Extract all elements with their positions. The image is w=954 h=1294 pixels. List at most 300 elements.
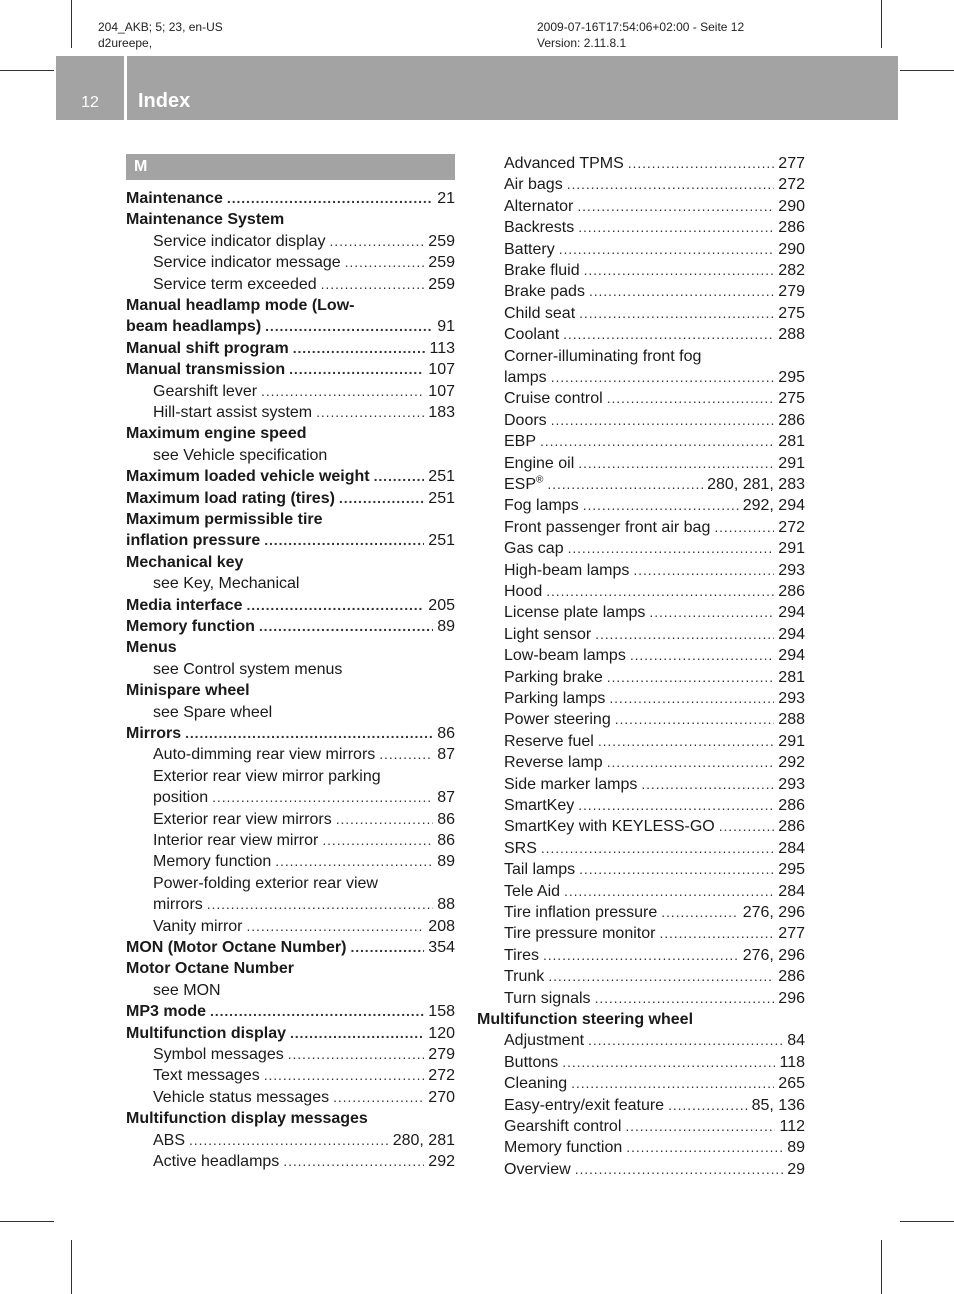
entry-label: Corner-illuminating front fog — [504, 347, 702, 365]
crop-mark — [881, 1240, 882, 1294]
index-sub-entry — [153, 766, 455, 787]
index-sub-entry — [504, 410, 805, 431]
entry-page-reference: 120 — [428, 1024, 455, 1042]
index-sub-entry — [153, 1151, 455, 1172]
entry-label: Battery — [504, 240, 555, 258]
entry-label: Parking brake — [504, 668, 603, 686]
index-sub-entry — [504, 709, 805, 730]
leader-dots — [625, 1116, 775, 1137]
entry-page-reference: 107 — [428, 382, 455, 400]
index-sub-entry — [153, 916, 455, 937]
index-sub-entry — [504, 196, 805, 217]
entry-page-reference: 183 — [428, 404, 455, 421]
index-sub-entry — [504, 217, 805, 238]
leader-dots — [547, 474, 703, 495]
leader-dots — [551, 410, 775, 431]
entry-label: SmartKey with KEYLESS-GO — [504, 818, 715, 836]
entry-page-reference: 89 — [437, 618, 455, 635]
index-sub-entry — [504, 153, 805, 174]
entry-label: Mechanical key — [126, 553, 244, 571]
entry-label: Adjustment — [504, 1032, 585, 1050]
entry-label: Tire inflation pressure — [504, 904, 658, 921]
leader-dots — [595, 624, 774, 645]
index-sub-entry — [504, 1159, 805, 1180]
entry-page-reference: 290 — [778, 197, 805, 215]
leader-dots — [579, 303, 774, 324]
entry-label: MP3 mode — [126, 1003, 207, 1021]
entry-label: Power steering — [504, 711, 611, 729]
entry-label: Maximum load rating (tires) — [126, 489, 335, 507]
leader-dots — [210, 1001, 424, 1022]
entry-page-reference: 88 — [437, 896, 455, 914]
entry-page-reference: 294 — [778, 604, 805, 622]
entry-label: Memory function — [126, 618, 255, 635]
entry-page-reference: 291 — [778, 540, 805, 558]
entry-page-reference: 87 — [437, 746, 455, 764]
entry-page-reference: 281 — [778, 433, 805, 451]
entry-label: Maximum loaded vehicle weight — [126, 468, 370, 486]
entry-label: Reverse lamp — [504, 754, 603, 772]
entry-label: Active headlamps — [153, 1153, 280, 1170]
index-sub-entry — [504, 688, 805, 709]
leader-dots — [374, 466, 425, 487]
page-number: 12 — [81, 94, 99, 111]
index-sub-entry — [504, 945, 805, 966]
entry-page-reference: 294 — [778, 647, 805, 665]
leader-dots — [668, 1095, 748, 1116]
entry-page-reference: 86 — [437, 810, 455, 828]
entry-label: Overview — [504, 1160, 571, 1178]
entry-page-reference: 276, 296 — [742, 904, 805, 921]
index-sub-entry — [153, 851, 455, 872]
leader-dots — [379, 744, 433, 765]
entry-label: Menus — [126, 639, 177, 657]
leader-dots — [339, 488, 424, 509]
index-sub-entry — [504, 367, 805, 388]
entry-label: Service indicator display — [153, 232, 326, 250]
leader-dots — [577, 196, 774, 217]
entry-page-reference: 282 — [778, 262, 805, 279]
index-sub-entry — [504, 902, 805, 923]
index-sub-entry — [504, 859, 805, 880]
index-sub-entry — [504, 667, 805, 688]
entry-label: position — [153, 789, 209, 807]
entry-label: Minispare wheel — [126, 682, 250, 700]
entry-label: Vanity mirror — [153, 917, 243, 935]
index-sub-entry — [504, 1137, 805, 1158]
entry-page-reference: 118 — [779, 1053, 805, 1071]
entry-page-reference: 286 — [778, 411, 805, 429]
index-main-entry — [477, 1009, 805, 1030]
entry-page-reference: 279 — [428, 1046, 455, 1063]
entry-page-reference: 286 — [778, 219, 805, 237]
index-sub-entry — [504, 988, 805, 1009]
index-sub-entry — [153, 231, 455, 252]
index-sub-entry — [504, 923, 805, 944]
leader-dots — [264, 1065, 425, 1086]
entry-label: inflation pressure — [126, 532, 261, 550]
index-main-entry — [126, 595, 455, 616]
leader-dots — [641, 774, 774, 795]
index-main-entry — [126, 188, 455, 209]
entry-label: Vehicle status messages — [153, 1088, 330, 1106]
entry-page-reference: 286 — [778, 968, 805, 986]
index-main-entry — [126, 209, 455, 230]
leader-dots — [588, 1030, 783, 1051]
index-sub-entry — [504, 731, 805, 752]
leader-dots — [548, 966, 774, 987]
index-sub-entry — [504, 1030, 805, 1051]
entry-page-reference: 286 — [778, 797, 805, 814]
entry-page-reference: 251 — [428, 489, 455, 507]
leader-dots — [321, 274, 425, 295]
entry-label: Low-beam lamps — [504, 647, 626, 665]
index-sub-entry — [504, 538, 805, 559]
entry-page-reference: 295 — [778, 861, 805, 879]
entry-label: Cleaning — [504, 1075, 568, 1093]
entry-label: Hood — [504, 583, 543, 600]
leader-dots — [227, 188, 433, 209]
index-sub-entry — [504, 816, 805, 837]
leader-dots — [559, 239, 775, 260]
index-main-entry — [126, 338, 455, 359]
entry-page-reference: 272 — [778, 518, 805, 536]
index-sub-entry — [504, 624, 805, 645]
leader-dots — [290, 1023, 424, 1044]
entry-page-reference: 259 — [428, 254, 455, 272]
index-sub-entry — [504, 881, 805, 902]
crop-mark — [900, 1221, 954, 1222]
leader-dots — [564, 881, 774, 902]
entry-label: Hill-start assist system — [153, 404, 313, 421]
entry-page-reference: 294 — [778, 625, 805, 643]
leader-dots — [283, 1151, 424, 1172]
index-sub-entry — [153, 659, 455, 680]
entry-page-reference: 277 — [778, 155, 805, 172]
entry-label: see Spare wheel — [153, 703, 273, 721]
leader-dots — [185, 723, 433, 744]
leader-dots — [589, 281, 774, 302]
entry-page-reference: 290 — [778, 240, 805, 258]
leader-dots — [247, 916, 425, 937]
entry-label: Maintenance System — [126, 211, 285, 229]
entry-label: SRS — [504, 839, 537, 857]
index-sub-entry — [153, 787, 455, 808]
entry-page-reference: 205 — [428, 596, 455, 614]
crop-mark — [881, 0, 882, 48]
entry-page-reference: 112 — [779, 1118, 805, 1135]
entry-label: Auto-dimming rear view mirrors — [153, 746, 376, 764]
index-sub-entry — [504, 602, 805, 623]
entry-label: Manual headlamp mode (Low- — [126, 297, 355, 314]
meta-line: Version: 2.11.8.1 — [537, 36, 627, 50]
index-sub-entry — [504, 346, 805, 367]
leader-dots — [293, 338, 426, 359]
leader-dots — [551, 367, 775, 388]
crop-mark — [71, 0, 72, 48]
index-sub-entry — [153, 274, 455, 295]
entry-page-reference: 291 — [778, 454, 805, 472]
entry-page-reference: 284 — [778, 839, 805, 857]
leader-dots — [633, 560, 774, 581]
entry-label: Alternator — [504, 197, 574, 215]
index-sub-entry — [504, 239, 805, 260]
index-main-entry — [126, 637, 455, 658]
entry-page-reference: 288 — [778, 711, 805, 729]
entry-label: Brake fluid — [504, 262, 580, 279]
index-sub-entry — [153, 402, 455, 423]
leader-dots — [333, 1087, 424, 1108]
index-main-entry — [126, 616, 455, 637]
leader-dots — [259, 616, 433, 637]
entry-label: see Control system menus — [153, 660, 343, 678]
leader-dots — [607, 752, 775, 773]
entry-label: beam headlamps) — [126, 318, 262, 336]
entry-page-reference: 29 — [787, 1160, 805, 1178]
entry-label: Manual transmission — [126, 361, 286, 379]
entry-label: Gearshift control — [504, 1118, 622, 1135]
entry-label: Child seat — [504, 304, 576, 322]
print-meta-right — [537, 19, 744, 51]
index-sub-entry — [153, 573, 455, 594]
index-sub-entry — [504, 281, 805, 302]
leader-dots — [288, 1044, 425, 1065]
index-sub-entry — [153, 873, 455, 894]
leader-dots — [607, 667, 775, 688]
entry-label: Multifunction display — [126, 1024, 286, 1042]
index-sub-entry — [504, 260, 805, 281]
entry-label: Engine oil — [504, 454, 575, 472]
entry-label: License plate lamps — [504, 604, 646, 622]
leader-dots — [595, 988, 775, 1009]
entry-label: Buttons — [504, 1053, 559, 1071]
entry-page-reference: 281 — [778, 668, 805, 686]
entry-label: Service term exceeded — [153, 275, 317, 293]
entry-page-reference: 279 — [778, 283, 805, 301]
entry-page-reference: 208 — [428, 917, 455, 935]
entry-label: ABS — [153, 1131, 186, 1149]
index-sub-entry — [504, 560, 805, 581]
entry-label: Front passenger front air bag — [504, 518, 711, 536]
index-main-entry — [126, 530, 455, 551]
entry-page-reference: 21 — [437, 190, 455, 207]
leader-dots — [628, 153, 775, 174]
entry-label: Advanced TPMS — [504, 155, 624, 172]
crop-mark — [71, 1240, 72, 1294]
entry-label: Turn signals — [504, 989, 591, 1007]
entry-page-reference: 275 — [778, 390, 805, 408]
entry-page-reference: 251 — [428, 532, 455, 550]
entry-page-reference: 280, 281 — [392, 1131, 455, 1149]
leader-dots — [562, 1052, 775, 1073]
entry-page-reference: 354 — [428, 939, 455, 956]
entry-label: Media interface — [126, 596, 243, 614]
entry-label: Parking lamps — [504, 690, 606, 707]
entry-label: Power-folding exterior rear view — [153, 874, 378, 892]
index-sub-entry — [153, 1065, 455, 1086]
entry-label: Tire pressure monitor — [504, 925, 656, 943]
entry-label: Tele Aid — [504, 882, 561, 900]
entry-page-reference: 86 — [437, 832, 455, 849]
index-sub-entry — [504, 752, 805, 773]
entry-label: Memory function — [504, 1139, 623, 1157]
leader-dots — [630, 645, 774, 666]
entry-page-reference: 87 — [437, 789, 455, 807]
index-sub-entry — [153, 980, 455, 1001]
entry-label: Side marker lamps — [504, 775, 638, 793]
crop-mark — [900, 70, 954, 71]
index-sub-entry — [504, 303, 805, 324]
entry-label: ESP® — [504, 474, 544, 493]
index-sub-entry — [153, 1130, 455, 1151]
index-sub-entry — [504, 774, 805, 795]
entry-page-reference: 296 — [778, 989, 805, 1007]
leader-dots — [609, 688, 774, 709]
leader-dots — [289, 359, 424, 380]
index-sub-entry — [504, 174, 805, 195]
leader-dots — [261, 381, 424, 402]
leader-dots — [575, 1159, 784, 1180]
entry-page-reference: 288 — [778, 326, 805, 344]
crop-mark — [0, 1221, 54, 1222]
leader-dots — [336, 809, 434, 830]
meta-line: d2ureepe, — [98, 36, 153, 50]
index-sub-entry — [153, 894, 455, 915]
section-letter-bar: M — [126, 154, 455, 180]
leader-dots — [212, 787, 433, 808]
index-sub-entry — [153, 252, 455, 273]
leader-dots — [583, 495, 739, 516]
entry-label: Motor Octane Number — [126, 960, 295, 978]
index-main-entry — [126, 466, 455, 487]
entry-page-reference: 270 — [428, 1088, 455, 1106]
leader-dots — [578, 795, 774, 816]
entry-page-reference: 277 — [778, 925, 805, 943]
leader-dots — [207, 894, 433, 915]
leader-dots — [540, 431, 774, 452]
leader-dots — [330, 231, 425, 252]
index-sub-entry — [504, 517, 805, 538]
index-sub-entry — [504, 645, 805, 666]
entry-label: Doors — [504, 411, 547, 429]
entry-label: lamps — [504, 369, 547, 386]
index-sub-entry — [504, 795, 805, 816]
entry-page-reference: 91 — [437, 318, 455, 336]
index-sub-entry — [504, 966, 805, 987]
entry-page-reference: 158 — [428, 1003, 455, 1021]
entry-label: Tires — [504, 946, 539, 964]
entry-page-reference: 272 — [778, 176, 805, 194]
leader-dots — [615, 709, 775, 730]
leader-dots — [584, 260, 775, 281]
entry-page-reference: 284 — [778, 882, 805, 900]
entry-page-reference: 107 — [428, 361, 455, 379]
entry-label: mirrors — [153, 896, 203, 914]
entry-label: Trunk — [504, 968, 545, 986]
crop-mark — [0, 70, 54, 71]
leader-dots — [714, 517, 774, 538]
entry-page-reference: 293 — [778, 561, 805, 579]
entry-page-reference: 251 — [428, 468, 455, 486]
entry-page-reference: 265 — [778, 1075, 805, 1093]
index-sub-entry — [153, 744, 455, 765]
entry-label: Fog lamps — [504, 497, 579, 515]
entry-label: Air bags — [504, 176, 563, 194]
leader-dots — [345, 252, 425, 273]
entry-label: Memory function — [153, 853, 272, 871]
entry-page-reference: 292 — [778, 754, 805, 772]
index-sub-entry — [504, 495, 805, 516]
leader-dots — [316, 402, 424, 423]
index-main-entry — [126, 359, 455, 380]
entry-label: MON (Motor Octane Number) — [126, 939, 347, 956]
leader-dots — [719, 816, 775, 837]
meta-line: 2009-07-16T17:54:06+02:00 - Seite 12 — [537, 20, 745, 34]
index-sub-entry — [153, 1044, 455, 1065]
entry-label: Gearshift lever — [153, 382, 258, 400]
entry-label: Reserve fuel — [504, 732, 594, 750]
index-sub-entry — [153, 381, 455, 402]
index-sub-entry — [504, 1052, 805, 1073]
entry-label: Easy-entry/exit feature — [504, 1096, 665, 1114]
entry-label: Brake pads — [504, 283, 585, 301]
leader-dots — [568, 538, 775, 559]
leader-dots — [350, 937, 424, 958]
leader-dots — [571, 1073, 774, 1094]
entry-page-reference: 84 — [787, 1032, 805, 1050]
entry-page-reference: 280, 281, 283 — [707, 476, 805, 493]
index-main-entry — [126, 552, 455, 573]
entry-page-reference: 259 — [428, 232, 455, 250]
leader-dots — [607, 388, 775, 409]
index-main-entry — [126, 423, 455, 444]
leader-dots — [649, 602, 774, 623]
entry-label: Coolant — [504, 326, 560, 344]
entry-label: Manual shift program — [126, 339, 289, 357]
entry-page-reference: 292, 294 — [742, 497, 805, 515]
index-sub-entry — [504, 474, 805, 495]
index-main-entry — [126, 958, 455, 979]
index-sub-entry — [153, 830, 455, 851]
leader-dots — [264, 530, 424, 551]
entry-label: Backrests — [504, 219, 575, 237]
page-title: Index — [138, 90, 191, 112]
index-main-entry — [126, 723, 455, 744]
leader-dots — [322, 830, 433, 851]
index-sub-entry — [153, 809, 455, 830]
leader-dots — [541, 838, 774, 859]
leader-dots — [563, 324, 774, 345]
entry-label: Interior rear view mirror — [153, 832, 319, 849]
index-main-entry — [126, 316, 455, 337]
index-sub-entry — [504, 388, 805, 409]
leader-dots — [275, 851, 433, 872]
entry-page-reference: 86 — [437, 725, 455, 742]
leader-dots — [189, 1130, 389, 1151]
leader-dots — [578, 453, 774, 474]
leader-dots — [567, 174, 775, 195]
index-sub-entry — [153, 702, 455, 723]
entry-label: Service indicator message — [153, 254, 341, 272]
index-main-entry — [126, 937, 455, 958]
entry-label: Multifunction display messages — [126, 1110, 368, 1128]
entry-page-reference: 259 — [428, 275, 455, 293]
entry-label: Multifunction steering wheel — [477, 1011, 694, 1028]
index-main-entry — [126, 509, 455, 530]
leader-dots — [579, 859, 774, 880]
entry-label: Gas cap — [504, 540, 564, 558]
entry-page-reference: 293 — [778, 775, 805, 793]
